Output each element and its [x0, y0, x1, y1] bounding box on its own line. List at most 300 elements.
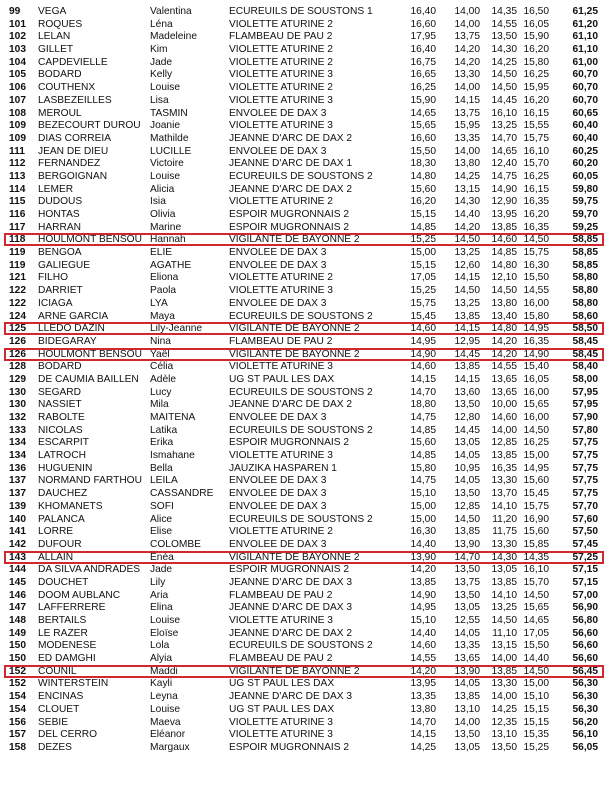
score-2-cell: 13,50	[454, 399, 480, 411]
score-1-cell: 16,60	[410, 132, 436, 144]
club-cell: JEANNE D'ARC DE DAX 1	[229, 158, 353, 170]
rank-cell: 144	[9, 564, 26, 576]
table-row	[0, 729, 613, 742]
rank-cell: 112	[9, 158, 26, 170]
score-2-cell: 13,35	[454, 640, 480, 652]
club-cell: ENVOLEE DE DAX 3	[229, 538, 327, 550]
last-name-cell: HOULMONT BENSOU	[38, 348, 142, 360]
score-4-cell: 14,50	[523, 234, 549, 246]
table-row	[0, 82, 613, 95]
score-2-cell: 14,05	[454, 627, 480, 639]
score-1-cell: 14,95	[410, 602, 436, 614]
score-2-cell: 14,20	[454, 44, 480, 56]
last-name-cell: MEROUL	[38, 107, 82, 119]
score-2-cell: 14,05	[454, 678, 480, 690]
score-1-cell: 17,95	[410, 31, 436, 43]
total-score-cell: 58,50	[572, 323, 598, 335]
score-1-cell: 14,20	[410, 564, 436, 576]
table-row	[0, 209, 613, 222]
score-2-cell: 13,80	[454, 158, 480, 170]
score-1-cell: 15,00	[410, 513, 436, 525]
total-score-cell: 60,40	[572, 132, 598, 144]
score-3-cell: 12,90	[491, 196, 517, 208]
first-name-cell: SOFI	[150, 500, 174, 512]
score-3-cell: 13,95	[491, 209, 517, 220]
results-table	[0, 6, 613, 755]
rank-cell: 111	[9, 145, 25, 157]
total-score-cell: 57,50	[572, 526, 598, 538]
score-1-cell: 13,85	[410, 576, 436, 588]
score-3-cell: 13,40	[491, 310, 517, 322]
table-row	[0, 412, 613, 425]
score-1-cell: 16,60	[410, 18, 436, 30]
score-2-cell: 12,60	[454, 259, 480, 271]
score-2-cell: 12,95	[454, 335, 480, 347]
total-score-cell: 60,70	[572, 94, 598, 106]
rank-cell: 99	[9, 6, 21, 17]
total-score-cell: 60,65	[572, 107, 598, 119]
rank-cell: 154	[9, 691, 26, 703]
score-2-cell: 12,55	[454, 615, 480, 626]
rank-cell: 118	[9, 234, 26, 246]
total-score-cell: 58,85	[572, 259, 598, 271]
total-score-cell: 58,00	[572, 373, 598, 385]
total-score-cell: 58,85	[572, 234, 598, 246]
score-1-cell: 15,25	[410, 234, 436, 246]
score-2-cell: 14,50	[454, 285, 480, 297]
score-3-cell: 14,35	[491, 6, 517, 17]
score-1-cell: 16,40	[410, 44, 436, 56]
last-name-cell: HARRAN	[38, 221, 82, 233]
rank-cell: 126	[9, 335, 26, 347]
score-1-cell: 14,55	[410, 653, 436, 665]
first-name-cell: Ismahane	[150, 450, 195, 462]
score-3-cell: 14,80	[491, 323, 517, 335]
table-row	[0, 247, 613, 260]
last-name-cell: RABOLTE	[38, 412, 85, 423]
last-name-cell: HOULMONT BENSOU	[38, 234, 142, 246]
rank-cell: 101	[9, 18, 26, 30]
rank-cell: 152	[9, 665, 26, 677]
score-2-cell: 13,05	[454, 602, 480, 614]
first-name-cell: Kelly	[150, 69, 173, 81]
score-2-cell: 14,20	[454, 56, 480, 68]
first-name-cell: Erika	[150, 437, 174, 449]
rank-cell: 126	[9, 348, 26, 360]
table-row	[0, 488, 613, 501]
total-score-cell: 56,60	[572, 627, 598, 639]
score-2-cell: 13,30	[454, 69, 480, 81]
score-1-cell: 18,30	[410, 158, 436, 170]
total-score-cell: 59,25	[572, 221, 598, 233]
score-3-cell: 13,15	[491, 640, 517, 652]
club-cell: VIOLETTE ATURINE 2	[229, 44, 333, 56]
last-name-cell: HONTAS	[38, 209, 80, 220]
total-score-cell: 58,45	[572, 348, 598, 360]
first-name-cell: LYA	[150, 297, 168, 309]
rank-cell: 117	[9, 221, 26, 233]
score-1-cell: 15,80	[410, 462, 436, 474]
score-1-cell: 13,95	[410, 678, 436, 690]
score-3-cell: 13,25	[491, 120, 517, 132]
score-3-cell: 14,60	[491, 412, 517, 423]
score-4-cell: 16,00	[523, 412, 549, 423]
score-3-cell: 14,00	[491, 653, 517, 665]
first-name-cell: Victoire	[150, 158, 184, 170]
score-4-cell: 16,10	[523, 564, 549, 576]
last-name-cell: COUTHENX	[38, 82, 96, 94]
score-3-cell: 13,85	[491, 576, 517, 588]
last-name-cell: ED DAMGHI	[38, 653, 96, 665]
score-1-cell: 15,65	[410, 120, 436, 132]
rank-cell: 106	[9, 82, 26, 94]
first-name-cell: Eléanor	[150, 729, 186, 741]
club-cell: UG ST PAUL LES DAX	[229, 703, 335, 715]
score-3-cell: 14,20	[491, 335, 517, 347]
table-row	[0, 678, 613, 691]
rank-cell: 113	[9, 170, 26, 182]
rank-cell: 146	[9, 589, 26, 601]
score-1-cell: 15,60	[410, 437, 436, 449]
total-score-cell: 59,70	[572, 209, 598, 220]
rank-cell: 115	[9, 196, 26, 208]
score-3-cell: 13,70	[491, 488, 517, 500]
first-name-cell: Maeva	[150, 716, 181, 728]
club-cell: VIGILANTE DE BAYONNE 2	[229, 348, 360, 360]
score-4-cell: 15,40	[523, 361, 549, 373]
club-cell: ENVOLEE DE DAX 3	[229, 500, 327, 512]
last-name-cell: BENGOA	[38, 247, 82, 259]
score-1-cell: 14,85	[410, 450, 436, 462]
score-4-cell: 15,25	[523, 741, 549, 753]
first-name-cell: Lily-Jeanne	[150, 323, 203, 335]
score-1-cell: 14,40	[410, 538, 436, 550]
club-cell: VIOLETTE ATURINE 2	[229, 82, 333, 94]
score-3-cell: 14,80	[491, 259, 517, 271]
club-cell: ECUREUILS DE SOUSTONS 2	[229, 386, 373, 398]
score-2-cell: 13,50	[454, 729, 480, 741]
score-3-cell: 14,10	[491, 589, 517, 601]
rank-cell: 124	[9, 310, 26, 322]
first-name-cell: Joanie	[150, 120, 181, 132]
club-cell: VIGILANTE DE BAYONNE 2	[229, 323, 360, 335]
score-2-cell: 14,30	[454, 196, 480, 208]
first-name-cell: Louise	[150, 82, 181, 94]
score-3-cell: 13,10	[491, 729, 517, 741]
last-name-cell: LAFFERRERE	[38, 602, 106, 614]
club-cell: JEANNE D'ARC DE DAX 3	[229, 691, 353, 703]
score-3-cell: 14,30	[491, 44, 517, 56]
table-row	[0, 387, 613, 400]
score-1-cell: 15,10	[410, 615, 436, 626]
score-2-cell: 13,85	[454, 310, 480, 322]
score-3-cell: 14,90	[491, 183, 517, 195]
last-name-cell: LE RAZER	[38, 627, 88, 639]
score-2-cell: 14,45	[454, 348, 480, 360]
first-name-cell: Kim	[150, 44, 168, 56]
first-name-cell: ELIE	[150, 247, 173, 259]
score-2-cell: 13,50	[454, 589, 480, 601]
rank-cell: 105	[9, 69, 26, 81]
score-4-cell: 16,15	[523, 183, 549, 195]
club-cell: ECUREUILS DE SOUSTONS 2	[229, 513, 373, 525]
first-name-cell: Lucy	[150, 386, 172, 398]
club-cell: VIOLETTE ATURINE 3	[229, 120, 333, 132]
score-2-cell: 14,05	[454, 450, 480, 462]
score-1-cell: 15,45	[410, 310, 436, 322]
score-2-cell: 13,60	[454, 386, 480, 398]
table-row	[0, 171, 613, 184]
score-2-cell: 12,85	[454, 500, 480, 512]
score-4-cell: 16,10	[523, 145, 549, 157]
club-cell: VIOLETTE ATURINE 3	[229, 361, 333, 373]
score-2-cell: 14,00	[454, 82, 480, 94]
last-name-cell: VEGA	[38, 6, 67, 17]
first-name-cell: Mathilde	[150, 132, 189, 144]
last-name-cell: DE CAUMIA BAILLEN	[38, 373, 139, 385]
score-1-cell: 17,05	[410, 272, 436, 284]
rank-cell: 150	[9, 640, 26, 652]
score-2-cell: 14,15	[454, 272, 480, 284]
score-3-cell: 11,20	[492, 513, 517, 525]
total-score-cell: 57,95	[572, 399, 598, 411]
score-2-cell: 13,85	[454, 526, 480, 538]
score-3-cell: 13,50	[491, 741, 517, 753]
score-3-cell: 13,30	[491, 538, 517, 550]
score-4-cell: 16,20	[523, 209, 549, 220]
rank-cell: 119	[9, 259, 26, 271]
score-4-cell: 15,50	[523, 640, 549, 652]
last-name-cell: CAPDEVIELLE	[38, 56, 108, 68]
score-1-cell: 15,50	[410, 145, 436, 157]
score-4-cell: 15,10	[523, 691, 549, 703]
rank-cell: 158	[9, 741, 26, 753]
rank-cell: 102	[9, 31, 26, 43]
score-3-cell: 16,35	[491, 462, 517, 474]
first-name-cell: Hannah	[150, 234, 186, 246]
score-2-cell: 13,25	[454, 297, 480, 309]
score-4-cell: 16,05	[523, 373, 549, 385]
total-score-cell: 56,05	[572, 741, 598, 753]
first-name-cell: COLOMBE	[150, 538, 201, 550]
table-row	[0, 501, 613, 514]
table-row	[0, 57, 613, 70]
club-cell: JEANNE D'ARC DE DAX 2	[229, 399, 353, 411]
first-name-cell: Eliona	[150, 272, 179, 284]
last-name-cell: COUNIL	[38, 665, 77, 677]
score-4-cell: 15,15	[523, 703, 549, 715]
club-cell: JEANNE D'ARC DE DAX 3	[229, 576, 353, 588]
total-score-cell: 58,85	[572, 247, 598, 259]
club-cell: ESPOIR MUGRONNAIS 2	[229, 437, 350, 449]
total-score-cell: 56,20	[572, 716, 598, 728]
score-2-cell: 10,95	[454, 462, 480, 474]
score-1-cell: 14,15	[410, 729, 436, 741]
score-1-cell: 14,60	[410, 361, 436, 373]
score-2-cell: 13,05	[454, 741, 480, 753]
first-name-cell: Adèle	[150, 373, 177, 385]
table-row	[0, 704, 613, 717]
total-score-cell: 58,60	[572, 310, 598, 322]
club-cell: ENVOLEE DE DAX 3	[229, 412, 327, 423]
score-1-cell: 14,60	[410, 640, 436, 652]
total-score-cell: 56,80	[572, 615, 598, 626]
score-3-cell: 12,40	[491, 158, 517, 170]
rank-cell: 116	[9, 209, 26, 220]
table-row	[0, 222, 613, 235]
score-2-cell: 14,00	[454, 6, 480, 17]
rank-cell: 121	[9, 272, 26, 284]
score-1-cell: 15,60	[410, 183, 436, 195]
club-cell: VIOLETTE ATURINE 3	[229, 69, 333, 81]
club-cell: ENVOLEE DE DAX 3	[229, 488, 327, 500]
score-3-cell: 14,00	[491, 424, 517, 436]
score-4-cell: 15,00	[523, 450, 549, 462]
last-name-cell: BEZECOURT DUROU	[38, 120, 141, 132]
total-score-cell: 57,75	[572, 488, 598, 500]
score-1-cell: 14,60	[410, 323, 436, 335]
table-row	[0, 260, 613, 273]
score-1-cell: 16,75	[410, 56, 436, 68]
score-3-cell: 13,85	[491, 665, 517, 677]
table-row	[0, 564, 613, 577]
first-name-cell: Louise	[150, 615, 181, 626]
last-name-cell: DAUCHEZ	[38, 488, 88, 500]
first-name-cell: Lisa	[150, 94, 169, 106]
score-2-cell: 14,50	[454, 234, 480, 246]
score-1-cell: 16,65	[410, 69, 436, 81]
score-3-cell: 13,25	[491, 602, 517, 614]
score-1-cell: 15,15	[410, 209, 436, 220]
table-row	[0, 653, 613, 666]
score-3-cell: 11,75	[492, 526, 517, 538]
club-cell: ESPOIR MUGRONNAIS 2	[229, 221, 350, 233]
score-4-cell: 15,15	[523, 716, 549, 728]
total-score-cell: 57,00	[572, 589, 598, 601]
score-3-cell: 14,20	[491, 348, 517, 360]
score-2-cell: 13,75	[454, 576, 480, 588]
rank-cell: 122	[9, 285, 26, 297]
club-cell: ECUREUILS DE SOUSTONS 2	[229, 310, 373, 322]
table-row	[0, 133, 613, 146]
score-4-cell: 16,25	[523, 170, 549, 182]
score-2-cell: 14,40	[454, 209, 480, 220]
rank-cell: 149	[9, 627, 26, 639]
score-4-cell: 14,90	[523, 348, 549, 360]
total-score-cell: 57,80	[572, 424, 598, 436]
total-score-cell: 58,80	[572, 285, 598, 297]
last-name-cell: DOOM AUBLANC	[38, 589, 121, 601]
total-score-cell: 57,75	[572, 462, 598, 474]
score-1-cell: 14,85	[410, 221, 436, 233]
score-4-cell: 15,50	[523, 272, 549, 284]
score-1-cell: 14,70	[410, 386, 436, 398]
club-cell: JEANNE D'ARC DE DAX 2	[229, 627, 353, 639]
club-cell: ENVOLEE DE DAX 3	[229, 475, 327, 487]
last-name-cell: GILLET	[38, 44, 74, 56]
last-name-cell: SEGARD	[38, 386, 82, 398]
rank-cell: 154	[9, 703, 26, 715]
score-4-cell: 15,45	[523, 488, 549, 500]
score-4-cell: 14,50	[523, 589, 549, 601]
score-2-cell: 13,90	[454, 665, 480, 677]
last-name-cell: JEAN DE DIEU	[38, 145, 109, 157]
rank-cell: 137	[9, 488, 26, 500]
club-cell: JEANNE D'ARC DE DAX 2	[229, 183, 353, 195]
first-name-cell: Bella	[150, 462, 173, 474]
rank-cell: 114	[9, 183, 26, 195]
club-cell: FLAMBEAU DE PAU 2	[229, 589, 333, 601]
total-score-cell: 56,60	[572, 640, 598, 652]
first-name-cell: Margaux	[150, 741, 190, 753]
score-4-cell: 15,65	[523, 602, 549, 614]
first-name-cell: CASSANDRE	[150, 488, 214, 500]
rank-cell: 125	[9, 323, 26, 335]
last-name-cell: NICOLAS	[38, 424, 83, 436]
total-score-cell: 59,80	[572, 183, 598, 195]
score-4-cell: 15,80	[523, 310, 549, 322]
table-row	[0, 615, 613, 628]
total-score-cell: 57,25	[572, 551, 598, 563]
score-1-cell: 14,65	[410, 107, 436, 119]
club-cell: ENVOLEE DE DAX 3	[229, 297, 327, 309]
score-1-cell: 15,10	[410, 488, 436, 500]
last-name-cell: ICIAGA	[38, 297, 73, 309]
score-1-cell: 15,75	[410, 297, 436, 309]
score-4-cell: 15,75	[523, 500, 549, 512]
score-4-cell: 15,75	[523, 247, 549, 259]
total-score-cell: 58,80	[572, 297, 598, 309]
score-4-cell: 16,25	[523, 69, 549, 81]
club-cell: VIOLETTE ATURINE 3	[229, 94, 333, 106]
rank-cell: 128	[9, 361, 26, 373]
score-3-cell: 14,60	[491, 234, 517, 246]
score-2-cell: 12,80	[454, 412, 480, 423]
table-row	[0, 361, 613, 374]
score-1-cell: 16,40	[410, 6, 436, 17]
score-2-cell: 14,25	[454, 170, 480, 182]
table-row	[0, 374, 613, 387]
last-name-cell: DIAS CORREIA	[38, 132, 112, 144]
table-row	[0, 399, 613, 412]
club-cell: VIOLETTE ATURINE 2	[229, 18, 333, 30]
rank-cell: 145	[9, 576, 26, 588]
table-row	[0, 31, 613, 44]
last-name-cell: DOUCHET	[38, 576, 89, 588]
total-score-cell: 61,25	[572, 6, 598, 17]
score-2-cell: 14,15	[454, 373, 480, 385]
total-score-cell: 60,05	[572, 170, 598, 182]
score-4-cell: 16,35	[523, 221, 549, 233]
score-2-cell: 14,50	[454, 513, 480, 525]
last-name-cell: LELAN	[38, 31, 71, 43]
first-name-cell: Célia	[150, 361, 174, 373]
score-4-cell: 16,00	[523, 297, 549, 309]
first-name-cell: Leyna	[150, 691, 178, 703]
total-score-cell: 58,45	[572, 335, 598, 347]
first-name-cell: Lola	[150, 640, 170, 652]
score-4-cell: 14,50	[523, 665, 549, 677]
score-3-cell: 13,65	[491, 373, 517, 385]
score-3-cell: 14,50	[491, 285, 517, 297]
club-cell: JEANNE D'ARC DE DAX 3	[229, 602, 353, 614]
last-name-cell: KHOMANETS	[38, 500, 103, 512]
table-row	[0, 336, 613, 349]
first-name-cell: Enéa	[150, 551, 174, 563]
score-4-cell: 16,30	[523, 259, 549, 271]
first-name-cell: Latika	[150, 424, 178, 436]
score-4-cell: 14,40	[523, 653, 549, 665]
